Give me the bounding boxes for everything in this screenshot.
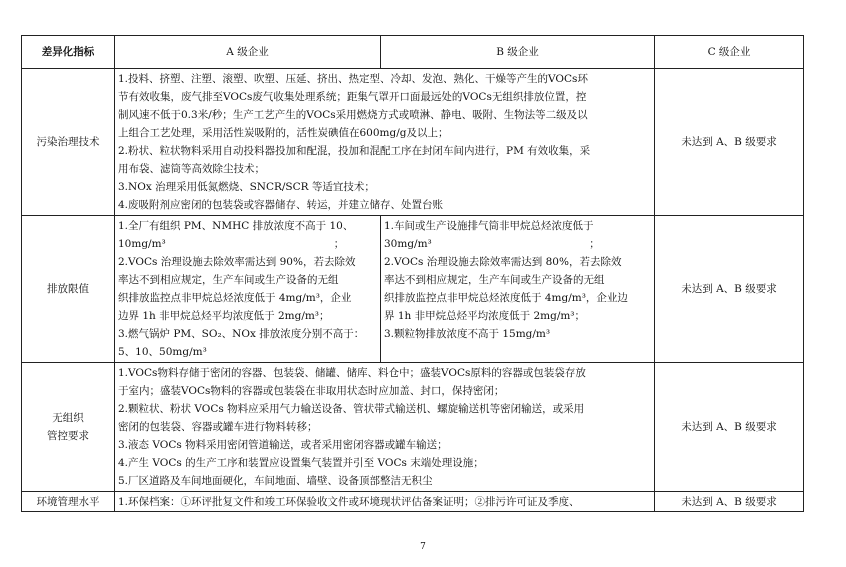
text-line: 密闭的包装袋、容器或罐车进行物料转移； — [118, 421, 318, 433]
text-line: 3.NOx 治理采用低氮燃烧、SNCR/SCR 等适宜技术； — [118, 181, 375, 193]
text-line: 4.废吸附剂应密闭的包装袋或容器储存、转运，并建立储存、处置台账 — [118, 199, 444, 211]
text-line: 于室内；盛装VOCs物料的容器或包装袋在非取用状态时应加盖、封口，保持密闭； — [118, 385, 505, 397]
text-line: 1.车间或生产设施排气筒非甲烷总烃浓度低于 — [384, 220, 594, 232]
row-label-line: 管控要求 — [47, 430, 89, 442]
c-requirement: 未达到 A、B 级要求 — [655, 363, 804, 492]
page-number: 7 — [420, 542, 426, 552]
text-line: 织排放监控点非甲烷总烃浓度低于 4mg/m³，企业 — [118, 292, 352, 304]
text-line: 1.环保档案：①环评批复文件和竣工环保验收文件或环境现状评估备案证明；②排污许可证及季度、 — [118, 496, 580, 508]
text-line: 4.产生 VOCs 的生产工序和装置应设置集气装置并引至 VOCs 末端处理设施； — [118, 457, 484, 469]
text-line: 5.厂区道路及车间地面硬化，车间地面、墙壁、设备顶部整洁无积尘 — [118, 475, 433, 487]
row-label-line: 无组织 — [52, 412, 84, 424]
text-line: 制风速不低于0.3米/秒；生产工艺产生的VOCs采用燃烧方式或喷淋、静电、吸附、生物法等二级及以 — [118, 109, 588, 121]
text-line: 1.VOCs物料存储于密闭的容器、包装袋、储罐、储库、料仓中；盛装VOCs原料的容器或包装袋存放 — [118, 367, 586, 379]
text-line: 3.燃气锅炉 PM、SO₂、NOx 排放浓度分别不高于： — [118, 328, 365, 340]
text-line: 30mg/m³ ； — [384, 238, 600, 250]
text-line: 2.VOCs 治理设施去除效率需达到 90%，若去除效 — [118, 256, 356, 268]
c-requirement: 未达到 A、B 级要求 — [655, 492, 804, 512]
text-line: 上组合工艺处理，采用活性炭吸附的，活性炭碘值在600mg/g及以上； — [118, 127, 449, 139]
header-row — [22, 36, 804, 69]
text-line: 3.液态 VOCs 物料采用密闭管道输送，或者采用密闭容器或罐车输送； — [118, 439, 448, 451]
header-indicator: 差异化指标 — [22, 36, 115, 69]
text-line: 10mg/m³ ； — [118, 238, 345, 250]
text-line: 率达不到相应规定，生产车间或生产设备的无组 — [118, 274, 339, 286]
row-label: 环境管理水平 — [22, 492, 115, 512]
row-label: 排放限值 — [22, 216, 115, 363]
row-environmental-management — [22, 492, 804, 512]
text-line: 节有效收集，废气排至VOCs废气收集处理系统；距集气罩开口面最远处的VOCs无组织排放位置，控 — [118, 91, 587, 103]
b-requirements — [381, 216, 655, 363]
row-fugitive-control — [22, 363, 804, 492]
row-emission-limits — [22, 216, 804, 363]
ab-requirements — [115, 363, 655, 492]
row-pollution-control — [22, 69, 804, 216]
differentiation-table — [21, 35, 804, 512]
c-requirement: 未达到 A、B 级要求 — [655, 69, 804, 216]
text-line: 3.颗粒物排放浓度不高于 15mg/m³ — [384, 328, 551, 340]
text-line: 2.颗粒状、粉状 VOCs 物料应采用气力输送设备、管状带式输送机、螺旋输送机等密闭输送，或采用 — [118, 403, 585, 415]
text-line: 1.全厂有组织 PM、NMHC 排放浓度不高于 10、 — [118, 220, 354, 232]
c-requirement: 未达到 A、B 级要求 — [655, 216, 804, 363]
text-line: 用布袋、滤筒等高效除尘技术； — [118, 163, 265, 175]
a-requirements — [115, 216, 381, 363]
header-c-level: C 级企业 — [655, 36, 804, 69]
text-line: 2.VOCs 治理设施去除效率需达到 80%，若去除效 — [384, 256, 622, 268]
row-label: 污染治理技术 — [22, 69, 115, 216]
header-a-level: A 级企业 — [115, 36, 381, 69]
header-b-level: B 级企业 — [381, 36, 655, 69]
text-line: 率达不到相应规定，生产车间或生产设备的无组 — [384, 274, 605, 286]
text-line: 1.投料、挤塑、注塑、滚塑、吹塑、压延、挤出、热定型、冷却、发泡、熟化、干燥等产生的VOCs环 — [118, 73, 588, 85]
text-line: 5、10、50mg/m³ — [118, 346, 207, 358]
row-label — [22, 363, 115, 492]
ab-requirements — [115, 492, 655, 512]
text-line: 界 1h 非甲烷总烃平均浓度低于 2mg/m³； — [384, 310, 586, 322]
text-line: 边界 1h 非甲烷总烃平均浓度低于 2mg/m³； — [118, 310, 330, 322]
text-line: 织排放监控点非甲烷总烃浓度低于 4mg/m³，企业边 — [384, 292, 628, 304]
text-line: 2.粉状、粒状物料采用自动投料器投加和配混，投加和混配工序在封闭车间内进行，PM 有效收集，采 — [118, 145, 591, 157]
ab-requirements — [115, 69, 655, 216]
